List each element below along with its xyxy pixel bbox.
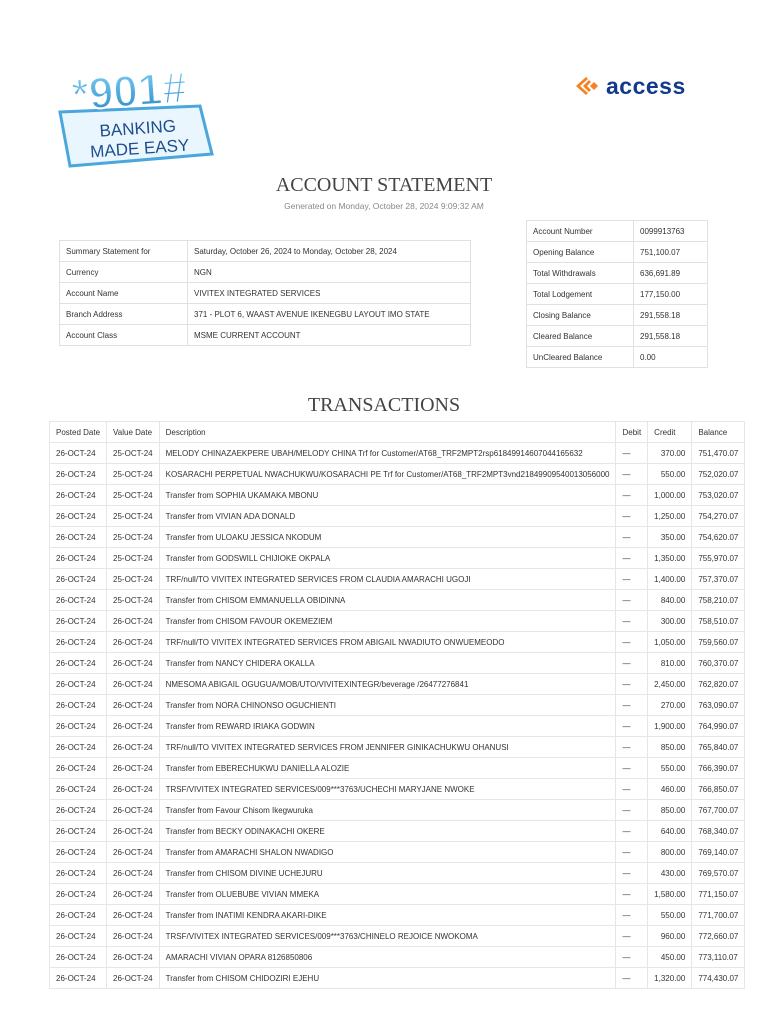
balance-cell: 764,990.07 xyxy=(692,716,745,737)
description-cell: Transfer from NORA CHINONSO OGUCHIENTI xyxy=(159,695,616,716)
posted-date-cell: 26-OCT-24 xyxy=(50,842,107,863)
summary-label: Account Class xyxy=(60,325,188,346)
credit-cell: 1,320.00 xyxy=(648,968,692,989)
value-date-cell: 25-OCT-24 xyxy=(107,527,160,548)
balance-cell: 758,510.07 xyxy=(692,611,745,632)
credit-cell: 1,000.00 xyxy=(648,485,692,506)
table-row xyxy=(50,443,745,464)
summary-value: 291,558.18 xyxy=(634,305,708,326)
balance-cell: 763,090.07 xyxy=(692,695,745,716)
credit-cell: 350.00 xyxy=(648,527,692,548)
access-bank-logo xyxy=(574,70,686,102)
posted-date-cell: 26-OCT-24 xyxy=(50,611,107,632)
description-cell: Transfer from ULOAKU JESSICA NKODUM xyxy=(159,527,616,548)
debit-cell: — xyxy=(616,800,648,821)
credit-cell: 1,400.00 xyxy=(648,569,692,590)
credit-cell: 850.00 xyxy=(648,737,692,758)
value-date-cell: 25-OCT-24 xyxy=(107,485,160,506)
value-date-cell: 26-OCT-24 xyxy=(107,758,160,779)
transactions-title: TRANSACTIONS xyxy=(307,394,461,416)
value-date-cell: 26-OCT-24 xyxy=(107,674,160,695)
banking-901-logo xyxy=(40,62,220,172)
summary-row xyxy=(60,325,471,346)
table-row xyxy=(50,632,745,653)
debit-cell: — xyxy=(616,653,648,674)
balance-row xyxy=(527,221,708,242)
debit-cell: — xyxy=(616,968,648,989)
table-row xyxy=(50,947,745,968)
description-cell: AMARACHI VIVIAN OPARA 8126850806 xyxy=(159,947,616,968)
balance-row xyxy=(527,242,708,263)
debit-cell: — xyxy=(616,548,648,569)
description-cell: Transfer from OLUEBUBE VIVIAN MMEKA xyxy=(159,884,616,905)
credit-cell: 1,050.00 xyxy=(648,632,692,653)
credit-cell: 550.00 xyxy=(648,464,692,485)
summary-value: 291,558.18 xyxy=(634,326,708,347)
table-row xyxy=(50,716,745,737)
value-date-cell: 26-OCT-24 xyxy=(107,863,160,884)
value-date-cell: 26-OCT-24 xyxy=(107,884,160,905)
debit-cell: — xyxy=(616,884,648,905)
posted-date-cell: 26-OCT-24 xyxy=(50,506,107,527)
value-date-cell: 26-OCT-24 xyxy=(107,779,160,800)
value-date-cell: 26-OCT-24 xyxy=(107,737,160,758)
description-cell: Transfer from INATIMI KENDRA AKARI-DIKE xyxy=(159,905,616,926)
table-row xyxy=(50,464,745,485)
balance-cell: 759,560.07 xyxy=(692,632,745,653)
balance-row xyxy=(527,284,708,305)
value-date-cell: 25-OCT-24 xyxy=(107,548,160,569)
credit-cell: 450.00 xyxy=(648,947,692,968)
credit-cell: 1,350.00 xyxy=(648,548,692,569)
balance-cell: 758,210.07 xyxy=(692,590,745,611)
debit-cell: — xyxy=(616,443,648,464)
description-cell: Transfer from CHISOM EMMANUELLA OBIDINNA xyxy=(159,590,616,611)
summary-label: Total Withdrawals xyxy=(527,263,634,284)
access-wordmark: access xyxy=(606,72,686,99)
value-date-cell: 26-OCT-24 xyxy=(107,695,160,716)
description-cell: KOSARACHI PERPETUAL NWACHUKWU/KOSARACHI PE Trf for Customer/AT68_TRF2MPT3vnd21849909540013056000 xyxy=(159,464,616,485)
description-cell: TRSF/VIVITEX INTEGRATED SERVICES/009***3763/CHINELO REJOICE NWOKOMA xyxy=(159,926,616,947)
table-row xyxy=(50,758,745,779)
posted-date-cell: 26-OCT-24 xyxy=(50,695,107,716)
balance-row xyxy=(527,347,708,368)
value-date-cell: 26-OCT-24 xyxy=(107,632,160,653)
posted-date-cell: 26-OCT-24 xyxy=(50,758,107,779)
value-date-cell: 25-OCT-24 xyxy=(107,590,160,611)
balance-cell: 762,820.07 xyxy=(692,674,745,695)
description-cell: Transfer from CHISOM CHIDOZIRI EJEHU xyxy=(159,968,616,989)
summary-value: VIVITEX INTEGRATED SERVICES xyxy=(188,283,471,304)
col-balance: Balance xyxy=(692,422,745,443)
balance-cell: 771,150.07 xyxy=(692,884,745,905)
description-cell: Transfer from AMARACHI SHALON NWADIGO xyxy=(159,842,616,863)
balance-cell: 773,110.07 xyxy=(692,947,745,968)
credit-cell: 270.00 xyxy=(648,695,692,716)
debit-cell: — xyxy=(616,464,648,485)
logo-line1: BANKING xyxy=(98,116,177,141)
col-credit: Credit xyxy=(648,422,692,443)
balance-cell: 771,700.07 xyxy=(692,905,745,926)
value-date-cell: 26-OCT-24 xyxy=(107,947,160,968)
posted-date-cell: 26-OCT-24 xyxy=(50,968,107,989)
summary-value: 751,100.07 xyxy=(634,242,708,263)
summary-label: Account Name xyxy=(60,283,188,304)
summary-value: 0.00 xyxy=(634,347,708,368)
value-date-cell: 26-OCT-24 xyxy=(107,611,160,632)
debit-cell: — xyxy=(616,611,648,632)
value-date-cell: 26-OCT-24 xyxy=(107,653,160,674)
access-diamond-icon xyxy=(574,75,600,97)
balance-summary-table xyxy=(526,220,708,368)
col-debit: Debit xyxy=(616,422,648,443)
table-row xyxy=(50,485,745,506)
balance-cell: 765,840.07 xyxy=(692,737,745,758)
posted-date-cell: 26-OCT-24 xyxy=(50,632,107,653)
credit-cell: 640.00 xyxy=(648,821,692,842)
description-cell: TRF/null/TO VIVITEX INTEGRATED SERVICES FROM ABIGAIL NWADIUTO ONWUEMEODO xyxy=(159,632,616,653)
balance-cell: 767,700.07 xyxy=(692,800,745,821)
debit-cell: — xyxy=(616,590,648,611)
balance-cell: 768,340.07 xyxy=(692,821,745,842)
summary-row xyxy=(60,241,471,262)
value-date-cell: 26-OCT-24 xyxy=(107,905,160,926)
balance-cell: 753,020.07 xyxy=(692,485,745,506)
debit-cell: — xyxy=(616,737,648,758)
summary-label: Total Lodgement xyxy=(527,284,634,305)
posted-date-cell: 26-OCT-24 xyxy=(50,884,107,905)
logo-code: *901# xyxy=(70,63,189,120)
description-cell: Transfer from CHISOM FAVOUR OKEMEZIEM xyxy=(159,611,616,632)
debit-cell: — xyxy=(616,779,648,800)
table-row xyxy=(50,842,745,863)
description-cell: Transfer from VIVIAN ADA DONALD xyxy=(159,506,616,527)
description-cell: TRF/null/TO VIVITEX INTEGRATED SERVICES FROM CLAUDIA AMARACHI UGOJI xyxy=(159,569,616,590)
description-cell: TRF/null/TO VIVITEX INTEGRATED SERVICES FROM JENNIFER GINIKACHUKWU OHANUSI xyxy=(159,737,616,758)
table-row xyxy=(50,821,745,842)
debit-cell: — xyxy=(616,926,648,947)
table-row xyxy=(50,884,745,905)
table-row xyxy=(50,611,745,632)
balance-cell: 766,850.07 xyxy=(692,779,745,800)
table-row xyxy=(50,926,745,947)
summary-value: Saturday, October 26, 2024 to Monday, October 28, 2024 xyxy=(188,241,471,262)
credit-cell: 840.00 xyxy=(648,590,692,611)
description-cell: Transfer from NANCY CHIDERA OKALLA xyxy=(159,653,616,674)
credit-cell: 550.00 xyxy=(648,758,692,779)
summary-value: MSME CURRENT ACCOUNT xyxy=(188,325,471,346)
balance-row xyxy=(527,326,708,347)
debit-cell: — xyxy=(616,695,648,716)
posted-date-cell: 26-OCT-24 xyxy=(50,779,107,800)
logo-line2: MADE EASY xyxy=(89,135,190,162)
description-cell: MELODY CHINAZAEKPERE UBAH/MELODY CHINA Trf for Customer/AT68_TRF2MPT2rsp61849914607044165632 xyxy=(159,443,616,464)
debit-cell: — xyxy=(616,863,648,884)
summary-value: 371 - PLOT 6, WAAST AVENUE IKENEGBU LAYOUT IMO STATE xyxy=(188,304,471,325)
summary-value: 636,691.89 xyxy=(634,263,708,284)
posted-date-cell: 26-OCT-24 xyxy=(50,590,107,611)
balance-cell: 769,570.07 xyxy=(692,863,745,884)
debit-cell: — xyxy=(616,716,648,737)
value-date-cell: 26-OCT-24 xyxy=(107,821,160,842)
credit-cell: 300.00 xyxy=(648,611,692,632)
summary-label: Summary Statement for xyxy=(60,241,188,262)
description-cell: Transfer from BECKY ODINAKACHI OKERE xyxy=(159,821,616,842)
transactions-table xyxy=(49,421,745,989)
credit-cell: 370.00 xyxy=(648,443,692,464)
page-title: ACCOUNT STATEMENT xyxy=(275,174,493,196)
debit-cell: — xyxy=(616,674,648,695)
summary-value: NGN xyxy=(188,262,471,283)
balance-cell: 772,660.07 xyxy=(692,926,745,947)
value-date-cell: 26-OCT-24 xyxy=(107,800,160,821)
table-row xyxy=(50,674,745,695)
transactions-header-row xyxy=(50,422,745,443)
generated-timestamp: Generated on Monday, October 28, 2024 9:09:32 AM xyxy=(284,201,484,211)
debit-cell: — xyxy=(616,632,648,653)
value-date-cell: 26-OCT-24 xyxy=(107,968,160,989)
debit-cell: — xyxy=(616,842,648,863)
description-cell: TRSF/VIVITEX INTEGRATED SERVICES/009***3763/UCHECHI MARYJANE NWOKE xyxy=(159,779,616,800)
table-row xyxy=(50,779,745,800)
posted-date-cell: 26-OCT-24 xyxy=(50,716,107,737)
balance-cell: 751,470.07 xyxy=(692,443,745,464)
posted-date-cell: 26-OCT-24 xyxy=(50,947,107,968)
col-value-date: Value Date xyxy=(107,422,160,443)
credit-cell: 850.00 xyxy=(648,800,692,821)
balance-cell: 774,430.07 xyxy=(692,968,745,989)
summary-label: Currency xyxy=(60,262,188,283)
balance-cell: 754,270.07 xyxy=(692,506,745,527)
description-cell: Transfer from REWARD IRIAKA GODWIN xyxy=(159,716,616,737)
description-cell: Transfer from Favour Chisom Ikegwuruka xyxy=(159,800,616,821)
debit-cell: — xyxy=(616,821,648,842)
summary-label: Account Number xyxy=(527,221,634,242)
description-cell: Transfer from GODSWILL CHIJIOKE OKPALA xyxy=(159,548,616,569)
balance-cell: 757,370.07 xyxy=(692,569,745,590)
debit-cell: — xyxy=(616,527,648,548)
credit-cell: 800.00 xyxy=(648,842,692,863)
value-date-cell: 25-OCT-24 xyxy=(107,464,160,485)
summary-label: Branch Address xyxy=(60,304,188,325)
table-row xyxy=(50,506,745,527)
table-row xyxy=(50,653,745,674)
description-cell: Transfer from SOPHIA UKAMAKA MBONU xyxy=(159,485,616,506)
balance-row xyxy=(527,305,708,326)
summary-label: Closing Balance xyxy=(527,305,634,326)
credit-cell: 2,450.00 xyxy=(648,674,692,695)
summary-label: Opening Balance xyxy=(527,242,634,263)
summary-value: 177,150.00 xyxy=(634,284,708,305)
value-date-cell: 26-OCT-24 xyxy=(107,842,160,863)
value-date-cell: 25-OCT-24 xyxy=(107,569,160,590)
posted-date-cell: 26-OCT-24 xyxy=(50,485,107,506)
debit-cell: — xyxy=(616,485,648,506)
table-row xyxy=(50,527,745,548)
summary-value: 0099913763 xyxy=(634,221,708,242)
credit-cell: 430.00 xyxy=(648,863,692,884)
posted-date-cell: 26-OCT-24 xyxy=(50,800,107,821)
posted-date-cell: 26-OCT-24 xyxy=(50,863,107,884)
summary-row xyxy=(60,304,471,325)
debit-cell: — xyxy=(616,947,648,968)
debit-cell: — xyxy=(616,569,648,590)
table-row xyxy=(50,548,745,569)
posted-date-cell: 26-OCT-24 xyxy=(50,464,107,485)
posted-date-cell: 26-OCT-24 xyxy=(50,569,107,590)
credit-cell: 1,900.00 xyxy=(648,716,692,737)
summary-row xyxy=(60,283,471,304)
balance-cell: 769,140.07 xyxy=(692,842,745,863)
summary-row xyxy=(60,262,471,283)
debit-cell: — xyxy=(616,506,648,527)
credit-cell: 1,250.00 xyxy=(648,506,692,527)
table-row xyxy=(50,737,745,758)
value-date-cell: 26-OCT-24 xyxy=(107,926,160,947)
credit-cell: 550.00 xyxy=(648,905,692,926)
value-date-cell: 25-OCT-24 xyxy=(107,506,160,527)
balance-cell: 754,620.07 xyxy=(692,527,745,548)
table-row xyxy=(50,590,745,611)
posted-date-cell: 26-OCT-24 xyxy=(50,737,107,758)
debit-cell: — xyxy=(616,905,648,926)
posted-date-cell: 26-OCT-24 xyxy=(50,443,107,464)
posted-date-cell: 26-OCT-24 xyxy=(50,905,107,926)
table-row xyxy=(50,905,745,926)
balance-cell: 760,370.07 xyxy=(692,653,745,674)
posted-date-cell: 26-OCT-24 xyxy=(50,653,107,674)
posted-date-cell: 26-OCT-24 xyxy=(50,926,107,947)
summary-label: UnCleared Balance xyxy=(527,347,634,368)
description-cell: Transfer from CHISOM DIVINE UCHEJURU xyxy=(159,863,616,884)
table-row xyxy=(50,800,745,821)
banking-901-logo-graphic xyxy=(40,62,220,172)
credit-cell: 1,580.00 xyxy=(648,884,692,905)
posted-date-cell: 26-OCT-24 xyxy=(50,527,107,548)
balance-cell: 766,390.07 xyxy=(692,758,745,779)
col-description: Description xyxy=(159,422,616,443)
posted-date-cell: 26-OCT-24 xyxy=(50,674,107,695)
debit-cell: — xyxy=(616,758,648,779)
posted-date-cell: 26-OCT-24 xyxy=(50,821,107,842)
value-date-cell: 25-OCT-24 xyxy=(107,443,160,464)
credit-cell: 810.00 xyxy=(648,653,692,674)
credit-cell: 960.00 xyxy=(648,926,692,947)
summary-label: Cleared Balance xyxy=(527,326,634,347)
balance-cell: 755,970.07 xyxy=(692,548,745,569)
table-row xyxy=(50,695,745,716)
balance-row xyxy=(527,263,708,284)
description-cell: NMESOMA ABIGAIL OGUGUA/MOB/UTO/VIVITEXINTEGR/beverage /26477276841 xyxy=(159,674,616,695)
table-row xyxy=(50,863,745,884)
posted-date-cell: 26-OCT-24 xyxy=(50,548,107,569)
table-row xyxy=(50,968,745,989)
balance-cell: 752,020.07 xyxy=(692,464,745,485)
table-row xyxy=(50,569,745,590)
description-cell: Transfer from EBERECHUKWU DANIELLA ALOZIE xyxy=(159,758,616,779)
col-posted-date: Posted Date xyxy=(50,422,107,443)
credit-cell: 460.00 xyxy=(648,779,692,800)
summary-table xyxy=(59,240,471,346)
value-date-cell: 26-OCT-24 xyxy=(107,716,160,737)
